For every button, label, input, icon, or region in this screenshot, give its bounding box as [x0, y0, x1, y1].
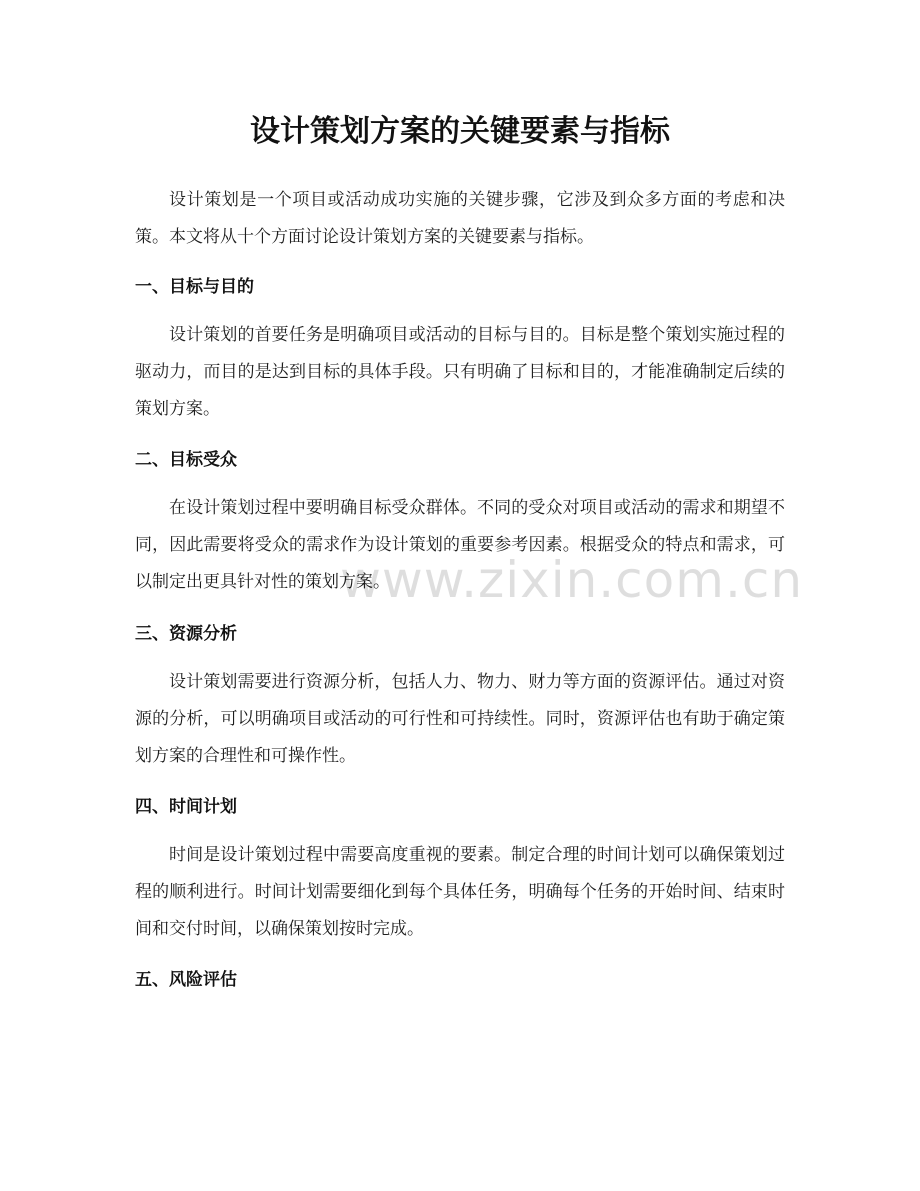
section-body-4: 时间是设计策划过程中需要高度重视的要素。制定合理的时间计划可以确保策划过程的顺利进行。时间计划需要细化到每个具体任务，明确每个任务的开始时间、结束时间和交付时间，以确保策划按时完成。	[135, 845, 785, 939]
section-body-1: 设计策划的首要任务是明确项目或活动的目标与目的。目标是整个策划实施过程的驱动力，而目的是达到目标的具体手段。只有明确了目标和目的，才能准确制定后续的策划方案。	[135, 325, 785, 419]
section-heading-4: 四、时间计划	[135, 797, 237, 817]
section-heading-2: 二、目标受众	[135, 450, 237, 470]
section-body-3: 设计策划需要进行资源分析，包括人力、物力、财力等方面的资源评估。通过对资源的分析，可以明确项目或活动的可行性和可持续性。同时，资源评估也有助于确定策划方案的合理性和可操作性。	[135, 672, 785, 766]
intro-paragraph: 设计策划是一个项目或活动成功实施的关键步骤，它涉及到众多方面的考虑和决策。本文将从十个方面讨论设计策划方案的关键要素与指标。	[135, 190, 785, 247]
section-heading-3: 三、资源分析	[135, 624, 237, 644]
section-body-2: 在设计策划过程中要明确目标受众群体。不同的受众对项目或活动的需求和期望不同，因此需要将受众的需求作为设计策划的重要参考因素。根据受众的特点和需求，可以制定出更具针对性的策划方案。	[135, 498, 785, 592]
section-heading-1: 一、目标与目的	[135, 277, 254, 297]
document-title: 设计策划方案的关键要素与指标	[250, 114, 670, 149]
section-heading-5: 五、风险评估	[135, 970, 237, 990]
watermark: www.zixin.com.cn	[340, 551, 804, 609]
